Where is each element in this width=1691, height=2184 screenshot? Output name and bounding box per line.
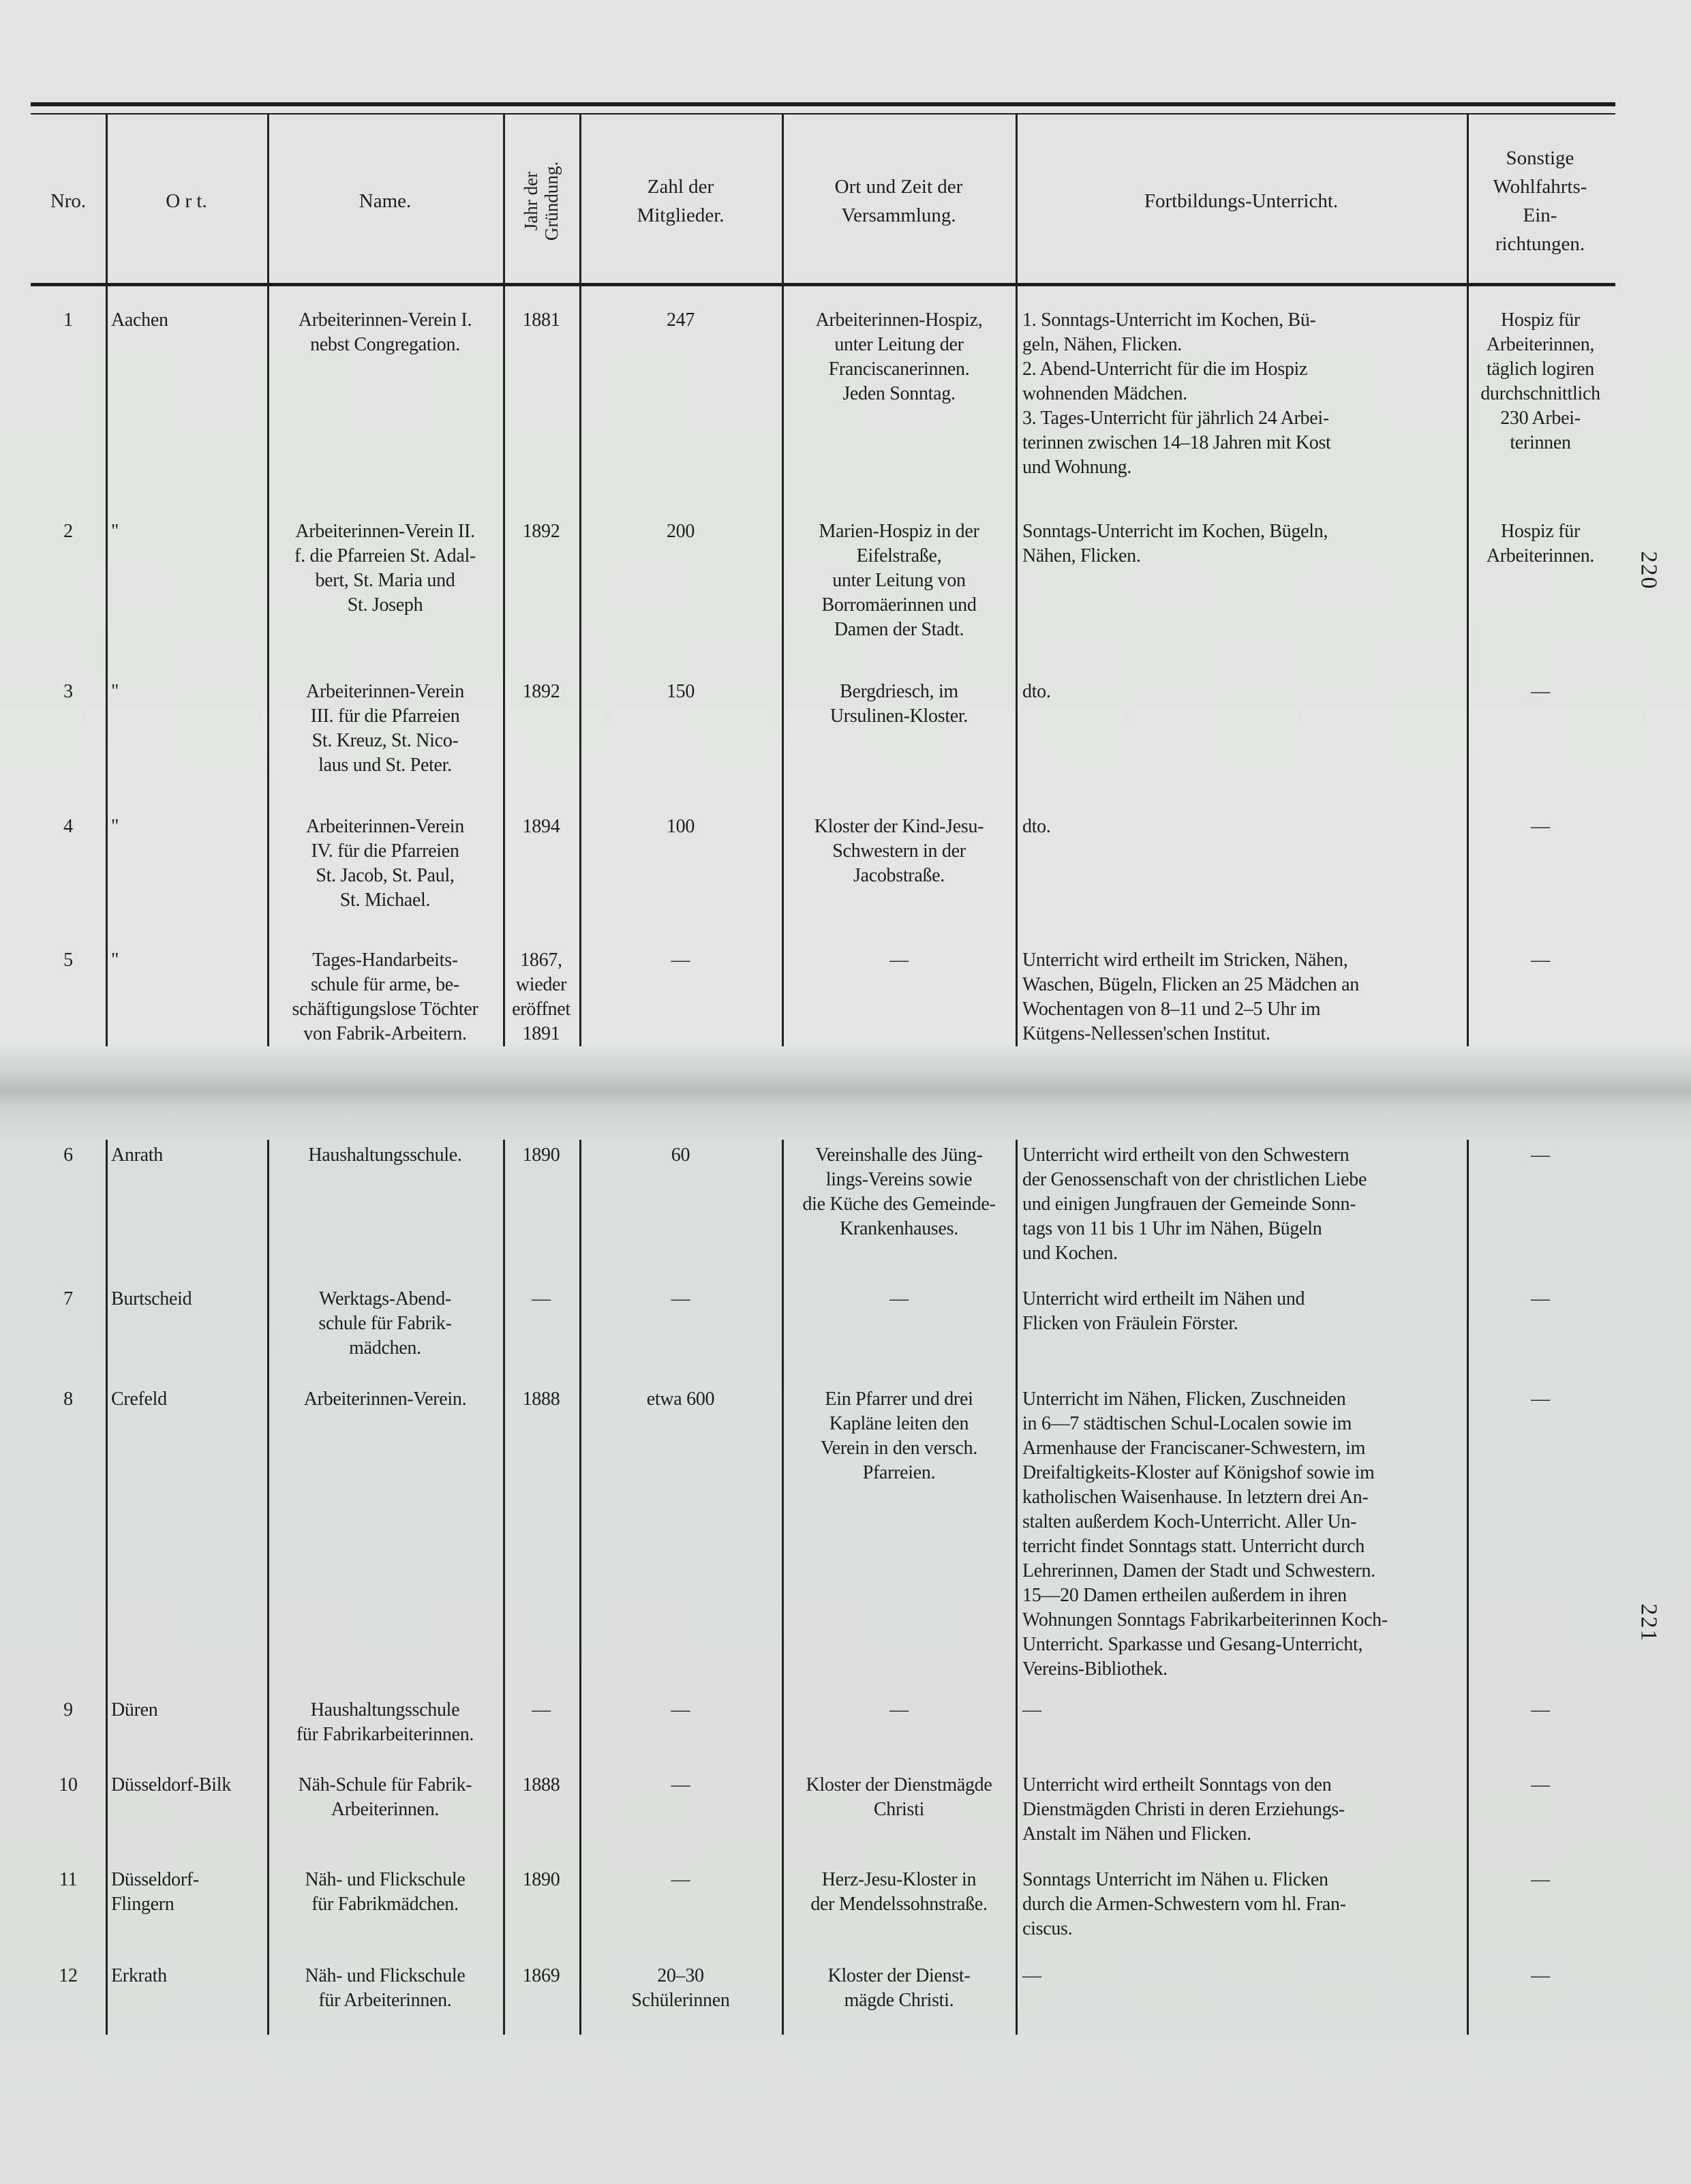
cell-name: Arbeiterinnen-Verein IV. für die Pfarreien St. Jacob, St. Paul, St. Michael. <box>306 816 464 911</box>
cell-sonstige: — <box>1531 1869 1550 1890</box>
header-ort: O r t. <box>166 189 207 212</box>
cell-fortbildung: Unterricht wird ertheilt im Nähen und Flicken von Fräulein Förster. <box>1022 1288 1305 1334</box>
cell-ort-zeit: — <box>889 950 909 971</box>
cell-name: Arbeiterinnen-Verein II. f. die Pfarreien St. Adal- bert, St. Maria und St. Joseph <box>294 521 476 616</box>
cell-nro: 8 <box>63 1389 73 1410</box>
column-divider <box>579 1140 581 2035</box>
cell-nro: 1 <box>63 309 73 331</box>
cell-fortbildung: Unterricht im Nähen, Flicken, Zuschneiden in 6—7 städtischen Schul-Localen sowie im Armenhause der Franciscaner-Schwestern, im Dreifaltigkeits-Kloster auf Königshof sowie im katholischen Waisenhause. In letztern drei An- stalten außerdem Koch-Unterricht. Aller Un- terricht findet Sonntags statt. Unterricht durch Lehrerinnen, Damen der Stadt und Schwestern. 15—20 Damen ertheilen außerdem in ihren Wohnungen Sonntags Fabrikarbeiterinnen Koch- Unterricht. Sparkasse und Gesang-Unterricht, Vereins-Bibliothek. <box>1022 1389 1388 1680</box>
cell-jahr: 1867, wieder eröffnet 1891 <box>512 950 570 1044</box>
cell-ort: Anrath <box>111 1144 163 1166</box>
page-number-220: 220 <box>1636 551 1662 590</box>
cell-zahl: — <box>671 1869 690 1890</box>
cell-zahl: 20–30 Schülerinnen <box>631 1965 730 2011</box>
cell-ort: " <box>111 950 119 971</box>
cell-jahr: 1894 <box>522 816 560 837</box>
cell-fortbildung: Unterricht wird ertheilt von den Schwestern der Genossenschaft von der christlichen Liebe und einigen Jungfrauen der Gemeinde Sonn- tags von 11 bis 1 Uhr im Nähen, Bügeln und Kochen. <box>1022 1144 1367 1264</box>
column-divider <box>1016 1140 1018 2035</box>
cell-sonstige: — <box>1531 1389 1550 1410</box>
cell-nro: 6 <box>63 1144 73 1166</box>
cell-jahr: 1888 <box>522 1774 560 1795</box>
cell-jahr: 1869 <box>522 1965 560 1986</box>
cell-zahl: 247 <box>666 309 695 331</box>
cell-jahr: 1890 <box>522 1144 560 1166</box>
cell-ort: Düsseldorf-Bilk <box>111 1774 231 1795</box>
cell-zahl: 150 <box>666 681 695 702</box>
cell-name: Haushaltungsschule. <box>308 1144 462 1166</box>
cell-nro: 9 <box>63 1699 73 1720</box>
cell-ort-zeit: Ein Pfarrer und drei Kapläne leiten den Verein in den versch. Pfarreien. <box>820 1389 978 1483</box>
cell-name: Näh-Schule für Fabrik- Arbeiterinnen. <box>298 1774 472 1820</box>
cell-zahl: 200 <box>666 521 695 542</box>
header-jahr-label: Jahr der Gründung. <box>521 161 562 241</box>
cell-name: Näh- und Flickschule für Fabrikmädchen. <box>305 1869 466 1915</box>
column-divider <box>503 1140 505 2035</box>
cell-fortbildung: Sonntags Unterricht im Nähen u. Flicken durch die Armen-Schwestern vom hl. Fran- ciscus. <box>1022 1869 1346 1939</box>
cell-sonstige: — <box>1531 1774 1550 1795</box>
header-fortbildung: Fortbildungs-Unterricht. <box>1144 189 1339 212</box>
cell-jahr: 1892 <box>522 521 560 542</box>
column-divider <box>106 1140 108 2035</box>
cell-sonstige: Hospiz für Arbeiterinnen, täglich logiren durchschnittlich 230 Arbei- terinnen <box>1480 309 1600 453</box>
cell-ort: Düsseldorf- Flingern <box>111 1869 199 1915</box>
cell-name: Arbeiterinnen-Verein I. nebst Congregation. <box>298 309 472 355</box>
cell-sonstige: — <box>1531 1144 1550 1166</box>
cell-ort-zeit: — <box>889 1288 909 1309</box>
header-ort-zeit: Ort und Zeit der Versammlung. <box>834 175 963 226</box>
cell-jahr: 1881 <box>522 309 560 331</box>
cell-sonstige: — <box>1531 950 1550 971</box>
cell-ort-zeit: Kloster der Dienstmägde Christi <box>806 1774 992 1820</box>
header-zahl: Zahl der Mitglieder. <box>637 175 725 226</box>
cell-ort-zeit: Herz-Jesu-Kloster in der Mendelssohnstraße. <box>810 1869 988 1915</box>
cell-sonstige: — <box>1531 1965 1550 1986</box>
cell-ort-zeit: Bergdriesch, im Ursulinen-Kloster. <box>829 681 969 727</box>
cell-ort-zeit: Vereinshalle des Jüng- lings-Vereins sowie die Küche des Gemeinde- Krankenhauses. <box>802 1144 996 1239</box>
cell-name: Werktags-Abend- schule für Fabrik- mädchen. <box>318 1288 452 1359</box>
cell-fortbildung: Unterricht wird ertheilt im Stricken, Nähen, Waschen, Bügeln, Flicken an 25 Mädchen an Wochentagen von 8–11 und 2–5 Uhr im Kütgens-Nellessen'schen Institut. <box>1022 950 1359 1044</box>
cell-fortbildung: dto. <box>1022 816 1051 837</box>
cell-ort-zeit: Kloster der Kind-Jesu- Schwestern in der Jacobstraße. <box>814 816 984 886</box>
cell-ort-zeit: Marien-Hospiz in der Eifelstraße, unter Leitung von Borromäerinnen und Damen der Stadt. <box>819 521 979 640</box>
cell-ort: Burtscheid <box>111 1288 192 1309</box>
header-jahr <box>503 117 579 284</box>
cell-nro: 3 <box>63 681 73 702</box>
cell-fortbildung: dto. <box>1022 681 1051 702</box>
cell-nro: 5 <box>63 950 73 971</box>
cell-zahl: — <box>671 1288 690 1309</box>
cell-fortbildung: 1. Sonntags-Unterricht im Kochen, Bü- geln, Nähen, Flicken. 2. Abend-Unterricht für die im Hospiz wohnenden Mädchen. 3. Tages-Unterricht für jährlich 24 Arbei- terinnen zwischen 14–18 Jahren mit Kost und Wohnung. <box>1022 309 1331 478</box>
cell-nro: 7 <box>63 1288 73 1309</box>
cell-fortbildung: Sonntags-Unterricht im Kochen, Bügeln, Nähen, Flicken. <box>1022 521 1328 566</box>
cell-sonstige: — <box>1531 1288 1550 1309</box>
cell-jahr: 1892 <box>522 681 560 702</box>
cell-name: Arbeiterinnen-Verein. <box>303 1389 467 1410</box>
cell-ort: " <box>111 816 119 837</box>
cell-ort-zeit: Arbeiterinnen-Hospiz, unter Leitung der Franciscanerinnen. Jeden Sonntag. <box>815 309 983 404</box>
cell-fortbildung: — <box>1022 1965 1041 1986</box>
cell-zahl: 60 <box>671 1144 690 1166</box>
cell-ort: Erkrath <box>111 1965 167 1986</box>
cell-ort: " <box>111 681 119 702</box>
header-nro: Nro. <box>50 189 87 212</box>
cell-zahl: — <box>671 1699 690 1720</box>
cell-zahl: 100 <box>666 816 695 837</box>
cell-zahl: — <box>671 950 690 971</box>
cell-ort-zeit: — <box>889 1699 909 1720</box>
cell-fortbildung: — <box>1022 1699 1041 1720</box>
cell-jahr: 1890 <box>522 1869 560 1890</box>
cell-jahr: 1888 <box>522 1389 560 1410</box>
cell-sonstige: Hospiz für Arbeiterinnen. <box>1486 521 1595 566</box>
cell-name: Arbeiterinnen-Verein III. für die Pfarreien St. Kreuz, St. Nico- laus und St. Peter. <box>306 681 464 776</box>
top-thick-rule <box>31 102 1615 106</box>
cell-nro: 11 <box>59 1869 78 1890</box>
header-sonstige: Sonstige Wohlfahrts- Ein- richtungen. <box>1493 147 1587 255</box>
cell-nro: 12 <box>59 1965 78 1986</box>
cell-name: Haushaltungsschule für Fabrikarbeiterinnen. <box>296 1699 474 1745</box>
cell-ort: " <box>111 521 119 542</box>
cell-sonstige: — <box>1531 1699 1550 1720</box>
page-number-221: 221 <box>1636 1603 1662 1643</box>
column-divider <box>1467 1140 1469 2035</box>
header-name: Name. <box>359 189 412 212</box>
cell-zahl: — <box>671 1774 690 1795</box>
cell-ort: Crefeld <box>111 1389 167 1410</box>
cell-fortbildung: Unterricht wird ertheilt Sonntags von den Dienstmägden Christi in deren Erziehungs- Anstalt im Nähen und Flicken. <box>1022 1774 1345 1845</box>
cell-name: Tages-Handarbeits- schule für arme, be- schäftigungslose Töchter von Fabrik-Arbeitern. <box>292 950 478 1044</box>
cell-name: Näh- und Flickschule für Arbeiterinnen. <box>305 1965 466 2011</box>
cell-nro: 10 <box>59 1774 78 1795</box>
cell-jahr: — <box>532 1288 551 1309</box>
column-divider <box>267 1140 269 2035</box>
cell-sonstige: — <box>1531 816 1550 837</box>
cell-nro: 4 <box>63 816 73 837</box>
cell-nro: 2 <box>63 521 73 542</box>
cell-ort-zeit: Kloster der Dienst- mägde Christi. <box>827 1965 971 2011</box>
cell-ort: Düren <box>111 1699 158 1720</box>
cell-sonstige: — <box>1531 681 1550 702</box>
cell-jahr: — <box>532 1699 551 1720</box>
cell-ort: Aachen <box>111 309 168 331</box>
cell-zahl: etwa 600 <box>646 1389 715 1410</box>
